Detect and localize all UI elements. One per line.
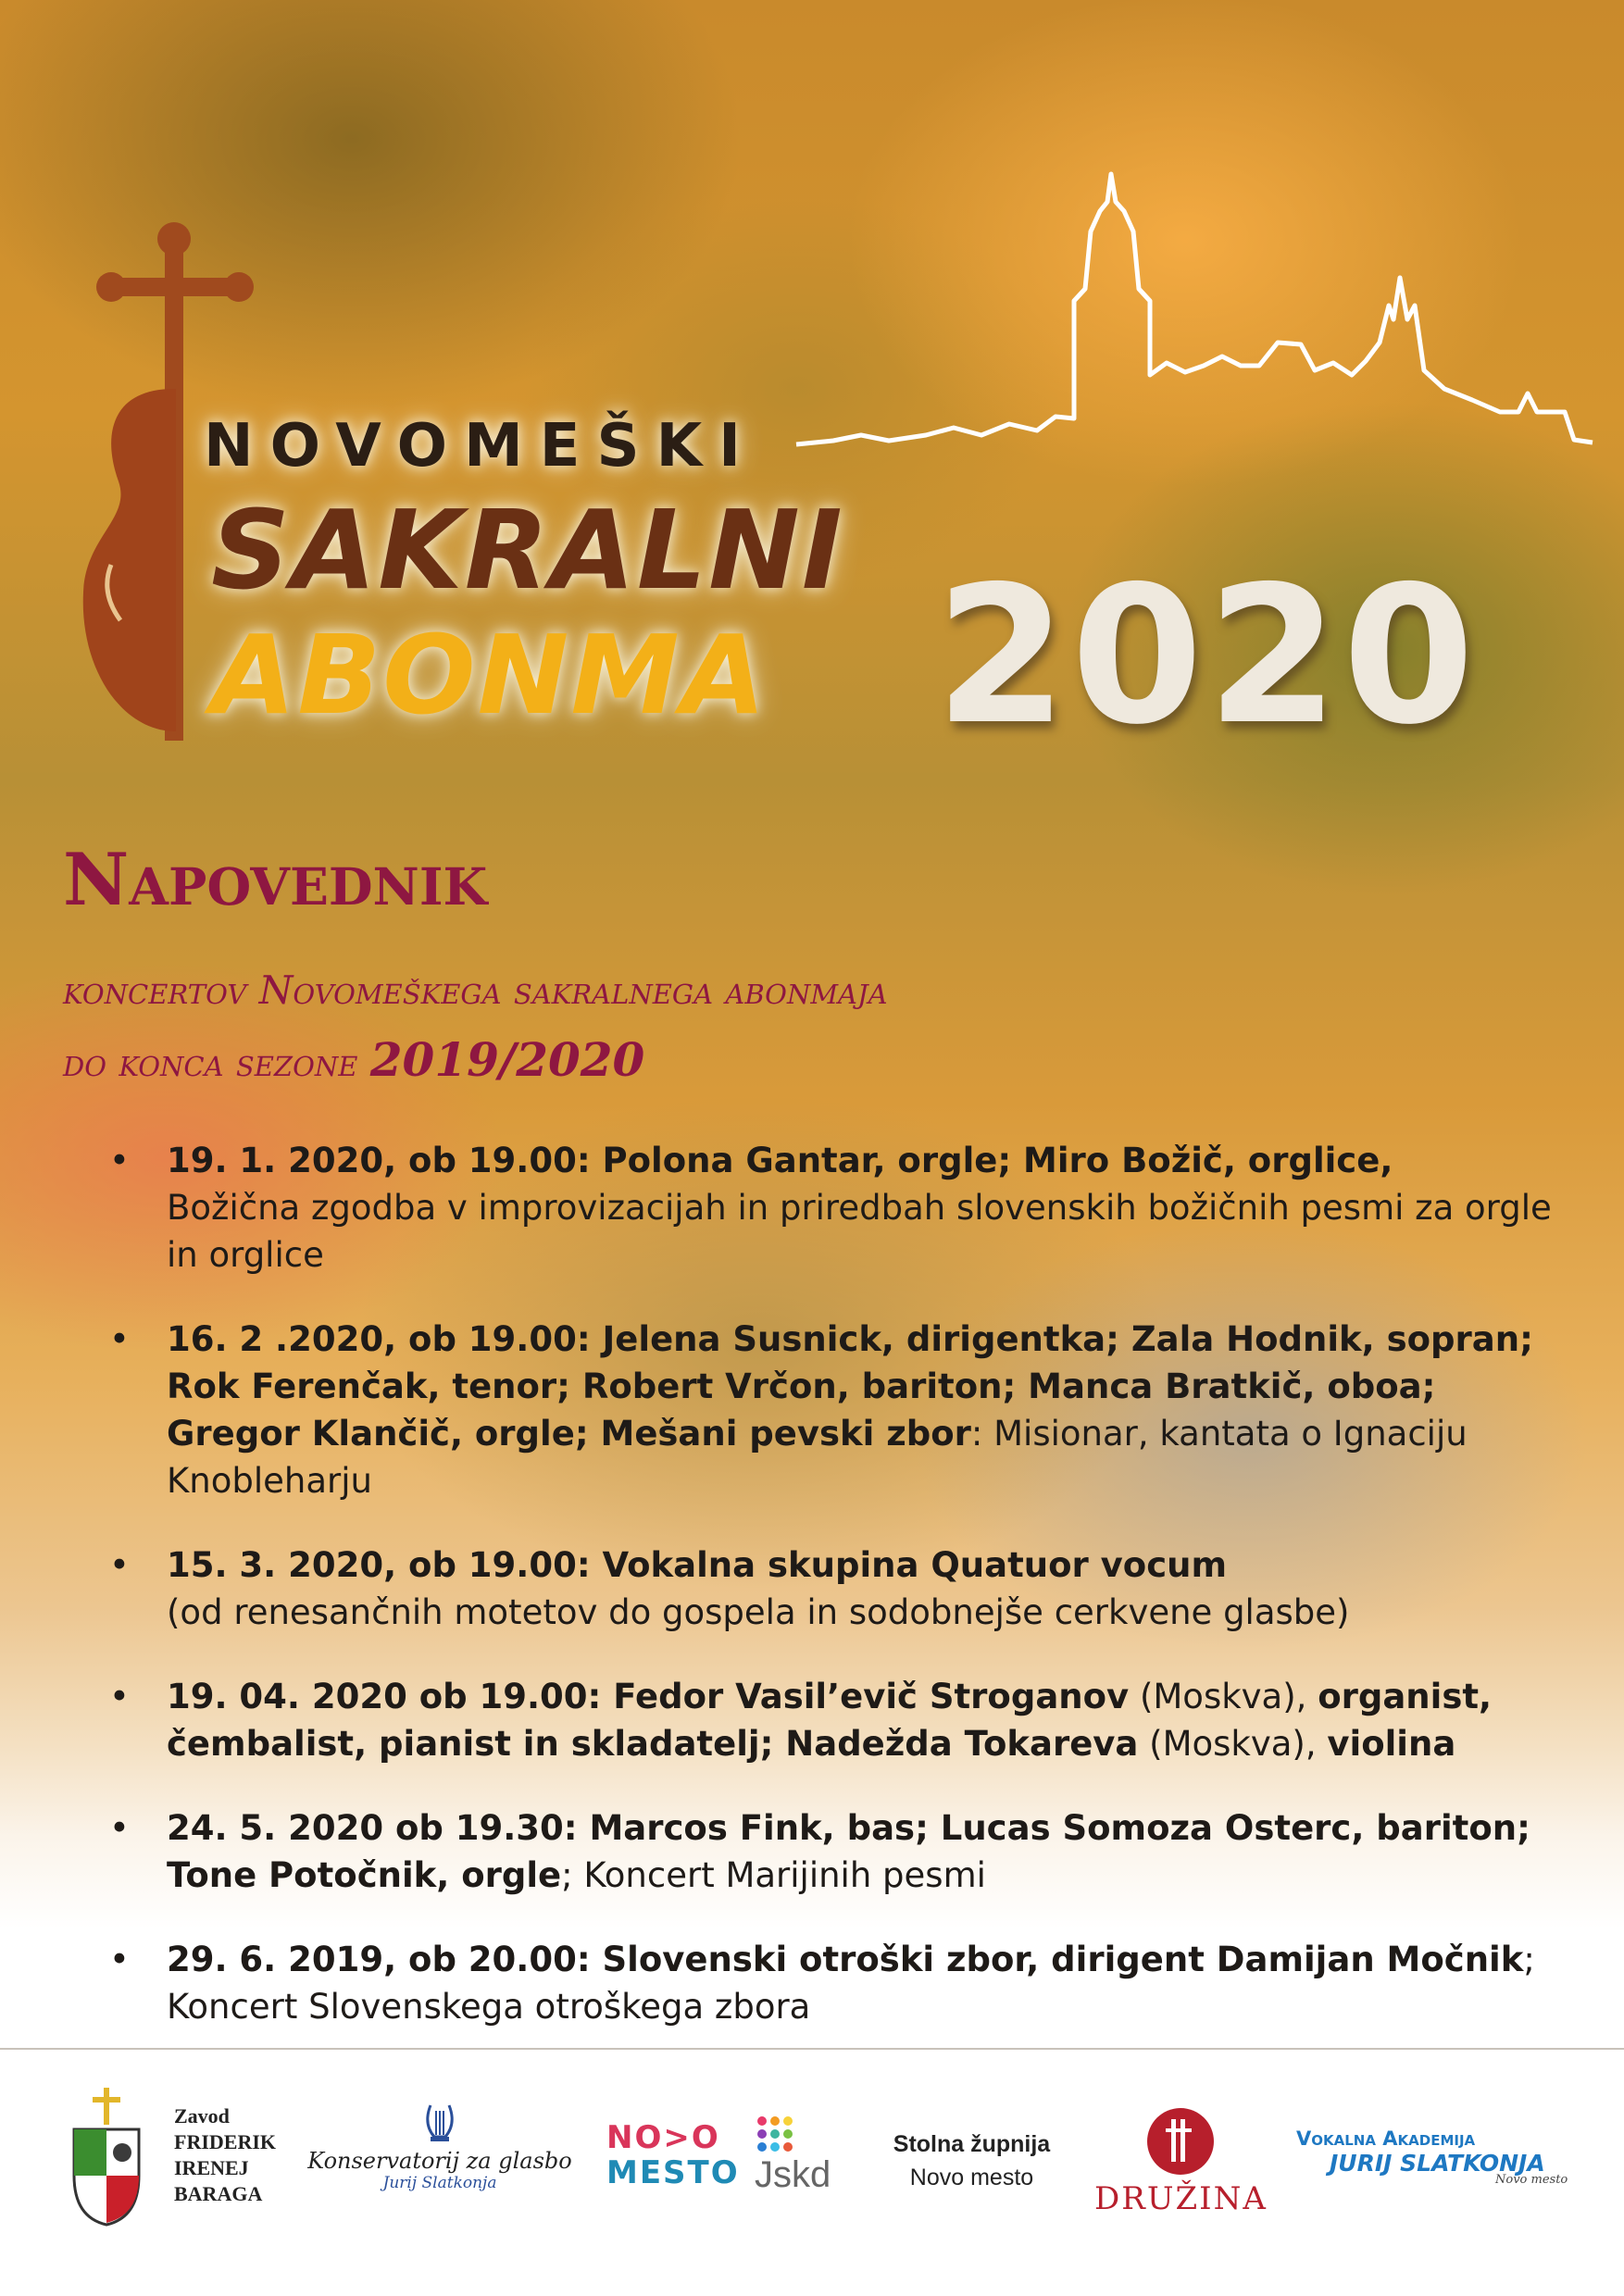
event-description: : Misionar, kantata o Ignaciju Knobleharju (167, 1414, 1468, 1501)
bullet: • (109, 1677, 130, 1716)
event-heading: 19. 1. 2020, ob 19.00: Polona Gantar, orgle; Miro Božič, orglice, (167, 1141, 1393, 1180)
event-list (109, 1137, 1554, 2067)
footer-divider (0, 2048, 1624, 2050)
sponsor-konservatorij-line2: Jurij Slatkonja (382, 2174, 497, 2192)
sponsor-druzina-label: DRUŽINA (1094, 2180, 1268, 2217)
list-item (109, 1673, 1554, 1767)
event-heading: 29. 6. 2019, ob 20.00: Slovenski otroški zbor, dirigent Damijan Močnik (167, 1940, 1524, 1979)
event-location-2: (Moskva), (1138, 1724, 1328, 1764)
jskd-dots-icon (755, 2114, 795, 2154)
sponsor-zupnija-line1: Stolna župnija (893, 2131, 1051, 2157)
page-title: Napovednik (63, 838, 488, 922)
sponsor-akademija (1296, 2128, 1574, 2187)
event-heading: 19. 04. 2020 ob 19.00: Fedor Vasil’evič Stroganov (167, 1677, 1130, 1716)
sponsor-novomesto-line2: MESTO (606, 2154, 740, 2191)
sponsor-baraga (174, 2103, 276, 2207)
sponsor-konservatorij-line1: Konservatorij za glasbo (307, 2148, 572, 2174)
subtitle-line-1: koncertov Novomeškega sakralnega abonmaja (63, 967, 888, 1013)
sponsor-jskd (755, 2114, 831, 2196)
sponsor-zupnija (891, 2128, 1053, 2194)
event-heading-3: violina (1327, 1724, 1456, 1764)
bullet: • (109, 1141, 130, 1180)
bullet: • (109, 1940, 130, 1979)
event-heading: 16. 2 .2020, ob 19.00: Jelena Susnick, dirigentka; Zala Hodnik, sopran; Rok Ferenčak, tenor; Robert Vrčon, bariton; Manca Bratkič, oboa; Gregor Klančič, orgle; Mešani pevski zbor (167, 1319, 1533, 1454)
logo-line-sakralni: SAKRALNI (211, 486, 844, 614)
event-description: Božična zgodba v improvizacijah in priredbah slovenskih božičnih pesmi za orgle in orglice (167, 1188, 1552, 1275)
sponsor-konservatorij (306, 2102, 574, 2192)
list-item (109, 1316, 1554, 1504)
event-location: (Moskva), (1129, 1677, 1318, 1716)
sponsor-akademija-line2: JURIJ SLATKONJA (1330, 2150, 1545, 2177)
sponsor-baraga-line2: FRIDERIK (174, 2130, 277, 2153)
sponsor-baraga-line3: IRENEJ (174, 2156, 249, 2179)
season-label: 2019/2020 (369, 1032, 645, 1087)
sponsor-druzina (1094, 2106, 1266, 2217)
subtitle-prefix: do konca sezone (63, 1040, 358, 1085)
subtitle-line-2 (63, 1032, 644, 1087)
bullet: • (109, 1808, 130, 1848)
event-heading: 24. 5. 2020 ob 19.30: Marcos Fink, bas; Lucas Somoza Osterc, bariton; Tone Potočnik, orgle (167, 1808, 1530, 1895)
list-item (109, 1541, 1554, 1636)
sponsor-novomesto (606, 2120, 740, 2190)
sponsor-baraga-line4: BARAGA (174, 2182, 263, 2205)
logo-year: 2020 (935, 546, 1479, 767)
event-description: ; Koncert Slovenskega otroškega zbora (167, 1940, 1535, 2027)
event-heading: 15. 3. 2020, ob 19.00: Vokalna skupina Quatuor vocum (167, 1545, 1228, 1585)
list-item (109, 1936, 1554, 2030)
list-item (109, 1137, 1554, 1279)
sponsor-novomesto-line1: NO>O (606, 2119, 720, 2156)
sponsor-akademija-line3: Novo mesto (1495, 2173, 1568, 2187)
sponsor-akademija-line1: Vokalna Akademija (1296, 2128, 1476, 2150)
sponsor-jskd-label: Jskd (755, 2154, 831, 2195)
baraga-crest-icon (65, 2088, 148, 2227)
logo-line-abonma: ABONMA (211, 611, 768, 739)
bullet: • (109, 1319, 130, 1359)
druzina-logo-icon (1145, 2106, 1216, 2177)
event-heading-2: organist, čembalist, pianist in skladatelj; Nadežda Tokareva (167, 1677, 1493, 1764)
skyline-outline (796, 174, 1593, 444)
event-description: (od renesančnih motetov do gospela in sodobnejše cerkvene glasbe) (167, 1592, 1350, 1632)
event-description: ; Koncert Marijinih pesmi (561, 1855, 986, 1895)
list-item (109, 1804, 1554, 1899)
bullet: • (109, 1545, 130, 1585)
logo-line-novomeski: NOVOMEŠKI (204, 412, 757, 480)
sponsor-baraga-line1: Zavod (174, 2104, 230, 2128)
lyre-icon (421, 2102, 458, 2144)
sponsor-zupnija-line2: Novo mesto (909, 2165, 1034, 2190)
